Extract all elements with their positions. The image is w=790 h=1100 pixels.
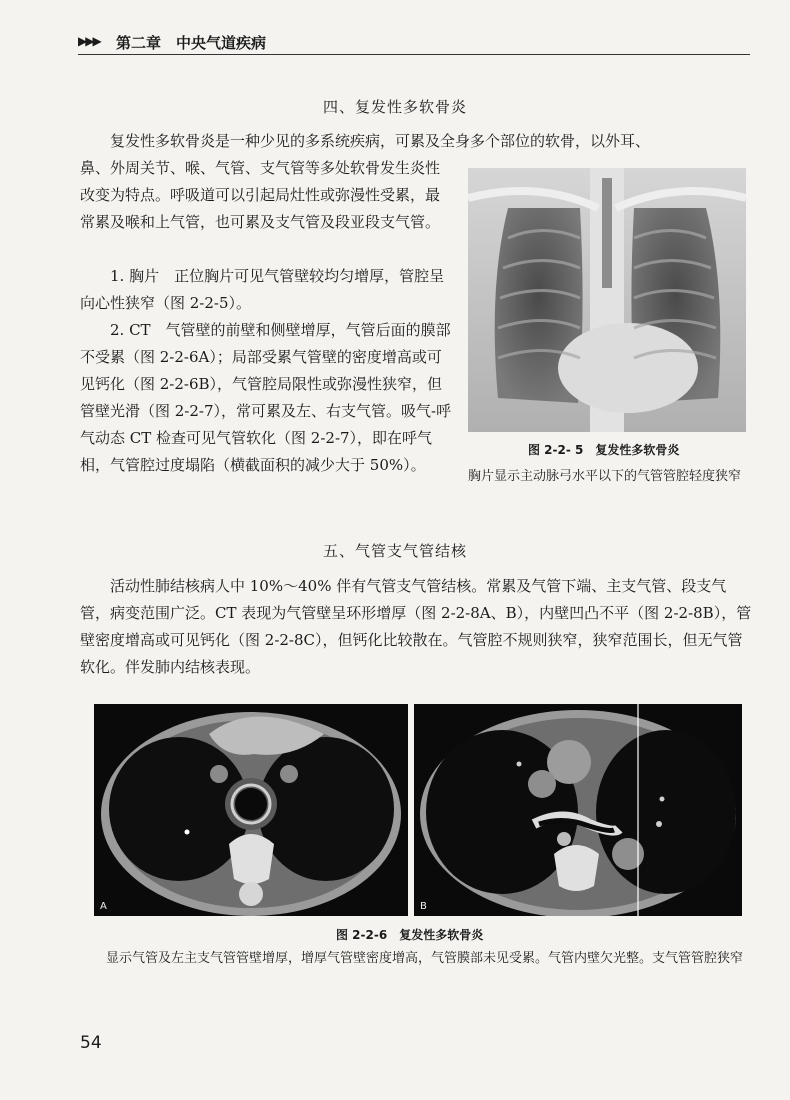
figure-2-2-5-caption: 胸片显示主动脉弓水平以下的气管管腔轻度狭窄 [468, 469, 742, 484]
figure-2-2-5-label: 图 2-2- 5 复发性多软骨炎 [528, 443, 680, 457]
header-arrow-icon: ▶▶▶ [78, 34, 100, 48]
section4-intro-paragraph: 鼻、外周关节、喉、气管、支气管等多处软骨发生炎性改变为特点。呼吸道可以引起局灶性或弥漫性受累，最常累及喉和上气管，也可累及支气管及段亚段支气管。 [80, 159, 441, 231]
chest-xray-image [468, 168, 746, 432]
ct-image-panel-b [414, 704, 742, 916]
ct-image-panel-a [94, 704, 408, 916]
section-title-tracheobronchial-tuberculosis: 五、气管支气管结核 [322, 542, 467, 560]
section-title-relapsing-polychondritis: 四、复发性多软骨炎 [322, 98, 467, 116]
section4-item-ct: 2. CT 气管壁的前壁和侧壁增厚，气管后面的膜部不受累（图 2-2-6A）；局部受累气管壁的密度增高或可见钙化（图 2-2-6B），气管腔局限性或弥漫性狭窄，但管壁光滑（图 2-2-7），常可累及左、右支气管。吸气-呼气动态 CT 检查可见气管软化（图 2-2-7），即在呼气相，气管腔过度塌陷（横截面积的减少大于 50%）。 [80, 321, 452, 474]
chapter-title: 第二章 中央气道疾病 [116, 34, 267, 52]
section5-paragraph: 活动性肺结核病人中 10%～40% 伴有气管支气管结核。常累及气管下端、主支气管、段支气管，病变范围广泛。CT 表现为气管壁呈环形增厚（图 2-2-8A、B），内壁凹凸不平（图 2-2-8B），管壁密度增高或可见钙化（图 2-2-8C），但钙化比较散在。气管腔不规则狭窄，狭窄范围长，但无气管软化。伴发肺内结核表现。 [80, 577, 752, 676]
figure-2-2-6-caption: 显示气管及左主支气管管壁增厚，增厚气管壁密度增高，气管膜部未见受累。气管内壁欠光整。支气管管腔狭窄 [106, 951, 744, 966]
panel-a-letter: A [100, 901, 107, 912]
panel-b-letter: B [420, 901, 427, 912]
running-header [78, 30, 750, 55]
section4-item-chest-xray: 1. 胸片 正位胸片可见气管壁较均匀增厚，管腔呈向心性狭窄（图 2-2-5）。 [80, 267, 445, 312]
section4-intro-first-line: 复发性多软骨炎是一种少见的多系统疾病，可累及全身多个部位的软骨，以外耳、 [110, 132, 651, 150]
figure-2-2-6-label: 图 2-2-6 复发性多软骨炎 [336, 928, 484, 942]
page-number: 54 [80, 1033, 102, 1053]
